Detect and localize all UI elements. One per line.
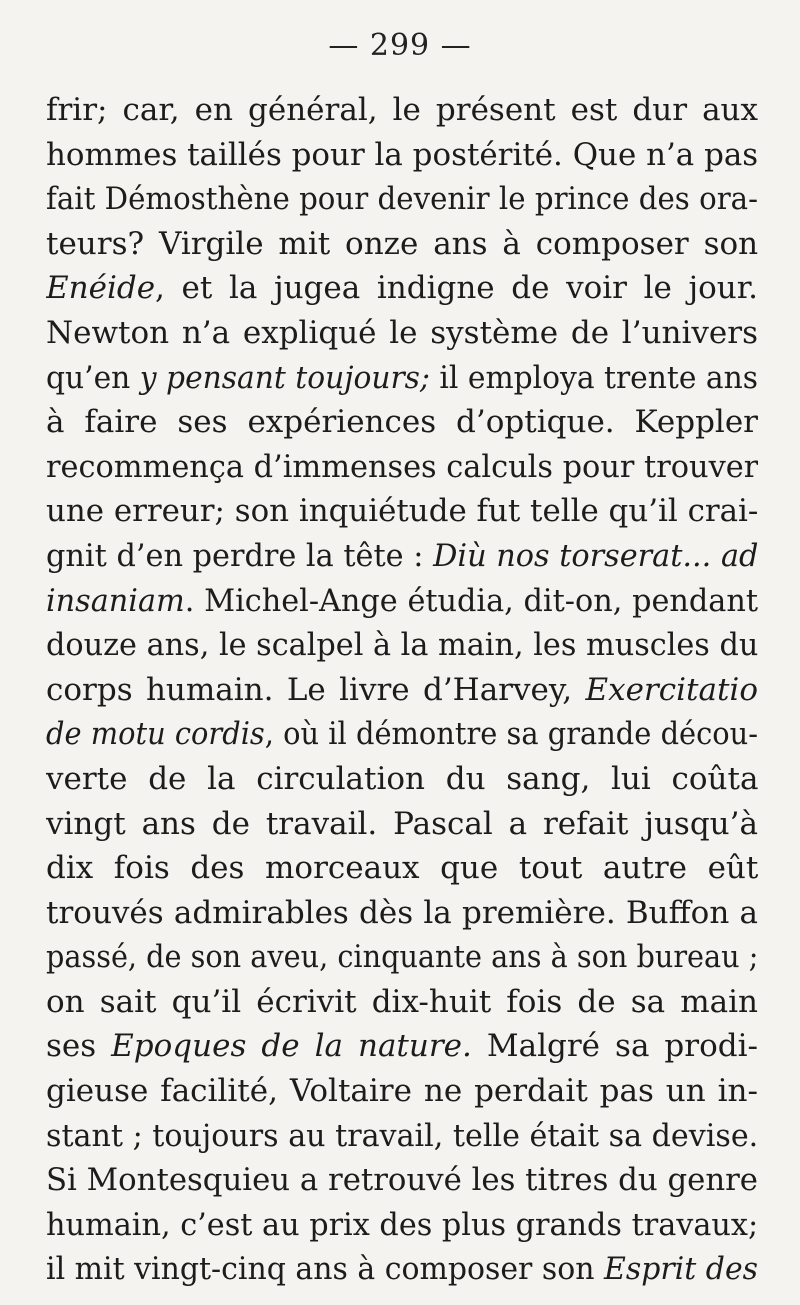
text-segment: hommes taillés pour la postérité. Que n’a pas [46, 136, 758, 173]
text-line [46, 445, 758, 490]
text-segment: humain, c’est au prix des plus grands travaux; [46, 1206, 758, 1243]
text-segment: , où il démontre sa grande décou- [264, 716, 758, 753]
italic-text-segment: y pensant toujours; [139, 359, 430, 396]
text-segment: il employa trente ans [429, 359, 758, 396]
text-line [46, 579, 758, 624]
text-line [46, 980, 758, 1025]
page-number: — 299 — [328, 28, 472, 63]
text-segment: Malgré sa prodi- [471, 1028, 758, 1065]
text-segment: , et la jugea indigne de voir le jour. [155, 270, 758, 307]
text-segment: douze ans, le scalpel à la main, les muscles du [46, 627, 758, 664]
text-line [46, 668, 758, 713]
text-segment: une erreur; son inquiétude fut telle qu’il crai- [46, 493, 758, 530]
text-segment: fait Démosthène pour devenir le prince des ora- [46, 181, 758, 218]
text-segment: il mit vingt-cinq ans à composer son [46, 1251, 605, 1288]
text-line [46, 802, 758, 847]
text-line [46, 623, 758, 668]
text-line [46, 1114, 758, 1159]
italic-text-segment: Exercitatio [585, 671, 758, 708]
text-line [46, 757, 758, 802]
italic-text-segment: Esprit des [604, 1251, 758, 1288]
text-segment: on sait qu’il écrivit dix-huit fois de sa main [46, 983, 758, 1020]
text-line [46, 88, 758, 133]
text-line [46, 489, 758, 534]
text-segment: qu’en [46, 359, 140, 396]
text-line [46, 311, 758, 356]
text-segment: corps humain. Le livre d’Harvey, [46, 671, 586, 708]
text-segment: ses [46, 1028, 112, 1065]
text-line [46, 534, 758, 579]
text-line [46, 133, 758, 178]
text-segment: stant ; toujours au travail, telle était sa devise. [46, 1117, 758, 1154]
text-segment: frir; car, en général, le présent est dur aux [46, 92, 758, 128]
text-line [46, 1158, 758, 1203]
italic-text-segment: Diù nos torserat... ad [433, 537, 758, 574]
text-segment: teurs? Virgile mit onze ans à composer son [46, 225, 758, 262]
text-segment: dix fois des morceaux que tout autre eût [46, 850, 758, 887]
text-segment: Si Montesquieu a retrouvé les titres du genre [46, 1162, 758, 1199]
text-segment: trouvés admirables dès la première. Buffon a [46, 894, 758, 931]
text-segment: . Michel-Ange étudia, dit-on, pendant [184, 582, 758, 619]
text-line [46, 1024, 758, 1069]
text-line [46, 222, 758, 267]
text-line [46, 1069, 758, 1114]
italic-text-segment: de motu cordis [46, 716, 265, 753]
italic-text-segment: Epoques de la nature. [111, 1028, 472, 1065]
text-line [46, 177, 758, 222]
text-line [46, 356, 758, 401]
text-line [46, 266, 758, 311]
text-segment: recommença d’immenses calculs pour trouver [46, 448, 758, 485]
text-segment: gieuse facilité, Voltaire ne perdait pas un in- [46, 1073, 758, 1110]
text-segment: vingt ans de travail. Pascal a refait jusqu’à [46, 805, 758, 842]
text-segment: passé, de son aveu, cinquante ans à son bureau ; [46, 939, 758, 976]
text-line [46, 1247, 758, 1292]
text-line [46, 891, 758, 936]
text-line [46, 400, 758, 445]
text-segment: Newton n’a expliqué le système de l’univers [46, 314, 758, 351]
text-segment: gnit d’en perdre la tête : [46, 537, 434, 574]
text-line [46, 846, 758, 891]
text-line [46, 1203, 758, 1248]
italic-text-segment: Enéide [46, 270, 156, 307]
text-line [46, 935, 758, 980]
body-text [46, 88, 758, 1292]
text-line [46, 712, 758, 757]
italic-text-segment: insaniam [46, 582, 185, 619]
text-segment: verte de la circulation du sang, lui coûta [46, 760, 758, 797]
text-segment: à faire ses expériences d’optique. Keppler [46, 404, 758, 441]
